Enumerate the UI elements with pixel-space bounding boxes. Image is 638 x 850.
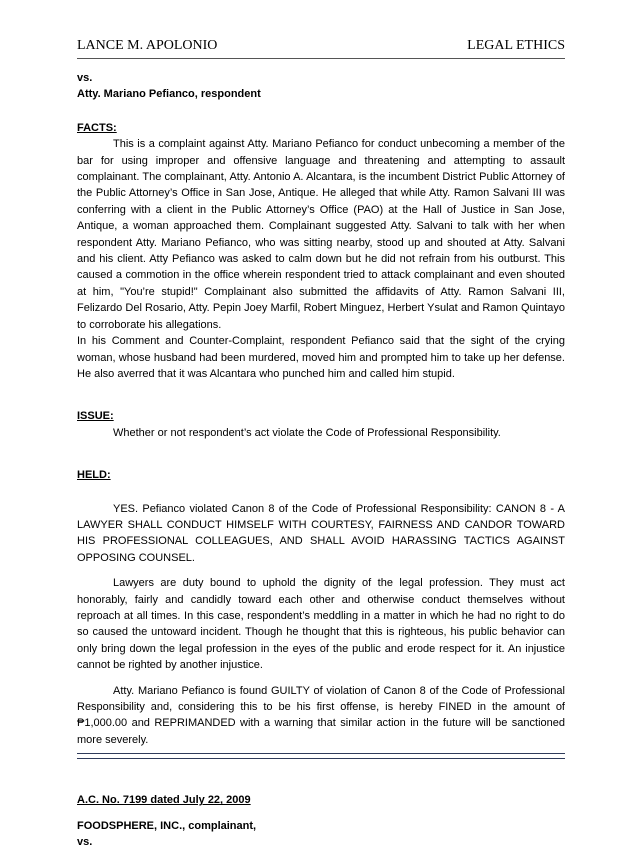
- facts-heading: FACTS:: [77, 121, 117, 134]
- held-paragraph-1: YES. Pefianco violated Canon 8 of the Code of Professional Responsibility: CANON 8 - A LAWYER SHALL CONDUCT HIMSELF WITH COURTESY, FAIRNESS AND CANDOR TOWARD HIS PROFESSIONAL COLLEAGUES, AND SHALL AVOID HARASSING TACTICS AGAINST OPPOSING COUNSEL.: [77, 502, 565, 564]
- case2-vs: vs.: [77, 836, 93, 849]
- footer-rule-thin: [77, 758, 565, 759]
- held-heading: HELD:: [77, 469, 111, 482]
- footer-rule-thick: [77, 753, 565, 754]
- held-paragraph-3: Atty. Mariano Pefianco is found GUILTY of violation of Canon 8 of the Code of Professional Responsibility and, considering this to be his first offense, is hereby FINED in the amount of ₱1,000.00 and REPRIMANDED with a warning that similar action in the future will be sanctioned more severely.: [77, 684, 565, 746]
- case2-citation: A.C. No. 7199 dated July 22, 2009: [77, 794, 251, 807]
- header-author: LANCE M. APOLONIO: [77, 38, 218, 53]
- header-subject: LEGAL ETHICS: [467, 38, 565, 53]
- document-body: [77, 70, 565, 850]
- header-rule: [77, 58, 565, 59]
- case2-complainant: FOODSPHERE, INC., complainant,: [77, 819, 257, 832]
- case1-vs: vs.: [77, 72, 93, 84]
- issue-text: Whether or not respondent’s act violate the Code of Professional Responsibility.: [113, 426, 501, 439]
- held-paragraph-2: Lawyers are duty bound to uphold the dignity of the legal profession. They must act honorably, fairly and candidly toward each other and otherwise conduct themselves without reproach at all times. In this case, respondent’s meddling in a matter in which he had no right to do so caused the untoward incident. Though he thought that this is righteous, his public behavior can only bring down the legal profession in the eyes of the public and erode respect for it. An injustice cannot be righted by another injustice.: [77, 577, 565, 672]
- facts-paragraph-1: This is a complaint against Atty. Mariano Pefianco for conduct unbecoming a member of the bar for using improper and offensive language and threatening and attempting to assault complainant. The complainant, Atty. Antonio A. Alcantara, is the incumbent District Public Attorney of the Public Attorney’s Office in San Jose, Antique. He alleged that while Atty. Ramon Salvani III was conferring with a client in the Public Attorney’s Office (PAO) at the Hall of Justice in San Jose, Antique, a woman approached them. Complainant suggested Atty. Salvani to talk with her when respondent Atty. Mariano Pefianco, who was sitting nearby, stood up and shouted at Atty. Salvani and his client. Atty Pefianco was asked to calm down but he did not refrain from his outburst. This caused a commotion in the office wherein respondent tried to attack complainant and even shouted at him, "You’re stupid!" Complainant also submitted the affidavits of Atty. Ramon Salvani III, Felizardo Del Rosario, Atty. Pepin Joey Marfil, Robert Minguez, Herbert Ysulat and Ramon Quintayo to corroborate his allegations.: [77, 138, 565, 331]
- case1-respondent: Atty. Mariano Pefianco, respondent: [77, 88, 261, 101]
- facts-paragraph-2: In his Comment and Counter-Complaint, respondent Pefianco said that the sight of the crying woman, whose husband had been murdered, moved him and prompted him to take up her defense. He also averred that it was Alcantara who punched him and called him stupid.: [77, 335, 565, 380]
- page-header: [77, 38, 565, 58]
- issue-heading: ISSUE:: [77, 410, 114, 423]
